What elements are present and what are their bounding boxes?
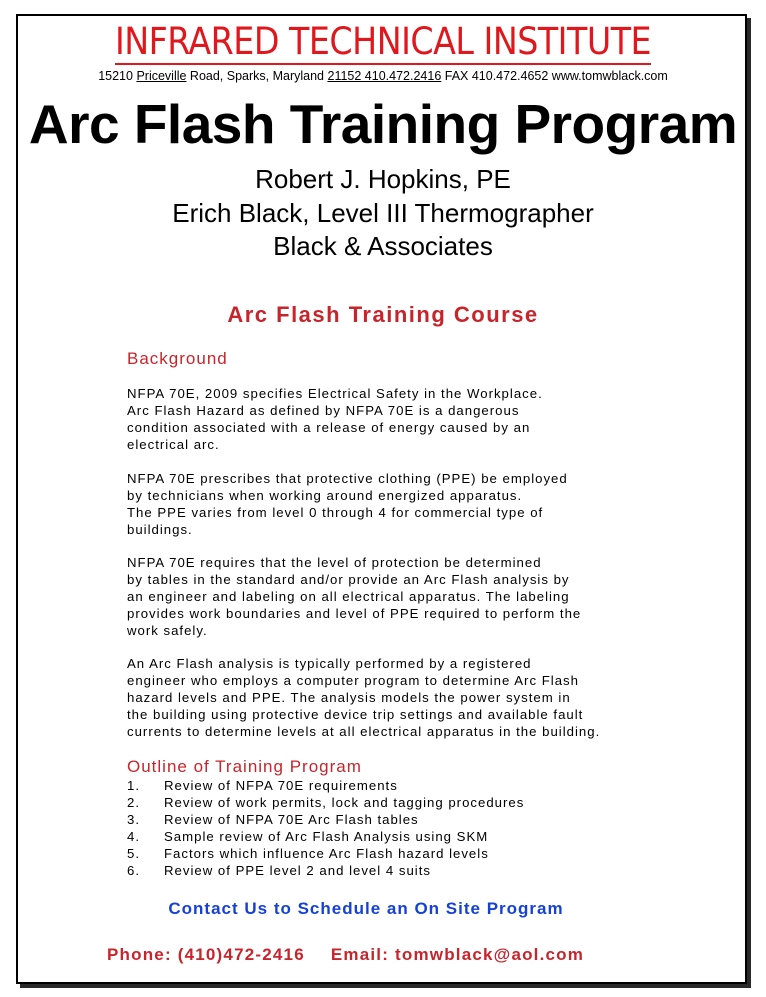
paragraph-line: condition associated with a release of energy caused by an: [127, 420, 531, 435]
course-title: Arc Flash Training Course: [227, 302, 539, 327]
institute-name: [0, 18, 766, 66]
address-street: Priceville: [136, 69, 187, 83]
list-item-number: 4.: [127, 829, 140, 844]
list-item: [127, 777, 524, 794]
phone-number: Phone: (410)472-2416: [107, 945, 305, 964]
list-item: [127, 845, 524, 862]
address-line: [0, 69, 766, 83]
email-address: Email: tomwblack@aol.com: [330, 945, 585, 964]
paragraph-line: an engineer and labeling on all electrical apparatus. The labeling: [127, 589, 570, 604]
paragraph-line: Arc Flash Hazard as defined by NFPA 70E is a dangerous: [127, 403, 520, 418]
paragraph-line: NFPA 70E, 2009 specifies Electrical Safety in the Workplace.: [127, 386, 543, 401]
list-item-text: Review of PPE level 2 and level 4 suits: [164, 863, 431, 878]
list-item-text: Sample review of Arc Flash Analysis using SKM: [164, 829, 489, 844]
paragraph-line: An Arc Flash analysis is typically performed by a registered: [127, 656, 532, 671]
address-number: 15210: [98, 69, 137, 83]
list-item-text: Review of work permits, lock and tagging procedures: [164, 795, 525, 810]
paragraph-line: work safely.: [127, 623, 208, 638]
list-item-number: 3.: [127, 812, 140, 827]
contact-call-to-action: Contact Us to Schedule an On Site Program: [168, 899, 564, 918]
background-paragraph-4: [127, 655, 667, 740]
page-title: Arc Flash Training Program: [28, 93, 738, 155]
list-item-number: 5.: [127, 846, 140, 861]
list-item: [127, 862, 524, 879]
paragraph-line: NFPA 70E prescribes that protective clothing (PPE) be employed: [127, 471, 568, 486]
author-3: Black & Associates: [273, 231, 493, 261]
contact-details: [107, 945, 584, 965]
list-item: [127, 794, 524, 811]
background-paragraph-3: [127, 554, 667, 639]
list-item-number: 2.: [127, 795, 140, 810]
background-heading: Background: [127, 349, 228, 368]
list-item-number: 6.: [127, 863, 140, 878]
institute-name-text: INFRARED TECHNICAL INSTITUTE: [114, 20, 652, 63]
list-item-number: 1.: [127, 778, 140, 793]
paragraph-line: the building using protective device trip settings and available fault: [127, 707, 584, 722]
paragraph-line: engineer who employs a computer program to determine Arc Flash: [127, 673, 579, 688]
list-item-text: Review of NFPA 70E requirements: [164, 778, 398, 793]
background-paragraph-1: [127, 385, 667, 453]
paragraph-line: NFPA 70E requires that the level of protection be determined: [127, 555, 542, 570]
paragraph-line: buildings.: [127, 522, 193, 537]
paragraph-line: electrical arc.: [127, 437, 220, 452]
author-1: Robert J. Hopkins, PE: [255, 164, 511, 194]
paragraph-line: by tables in the standard and/or provide an Arc Flash analysis by: [127, 572, 570, 587]
outline-list: [127, 777, 524, 879]
paragraph-line: The PPE varies from level 0 through 4 for commercial type of: [127, 505, 544, 520]
list-item-text: Review of NFPA 70E Arc Flash tables: [164, 812, 419, 827]
outline-heading: Outline of Training Program: [127, 757, 362, 776]
address-city: Road, Sparks, Maryland: [186, 69, 328, 83]
paragraph-line: currents to determine levels at all electrical apparatus in the building.: [127, 724, 601, 739]
background-paragraph-2: [127, 470, 667, 538]
list-item-text: Factors which influence Arc Flash hazard levels: [164, 846, 489, 861]
paragraph-line: provides work boundaries and level of PPE required to perform the: [127, 606, 582, 621]
author-2: Erich Black, Level III Thermographer: [172, 198, 594, 228]
list-item: [127, 811, 524, 828]
list-item: [127, 828, 524, 845]
address-zip-phone: 21152 410.472.2416: [327, 69, 442, 83]
address-fax-web: FAX 410.472.4652 www.tomwblack.com: [441, 69, 668, 83]
paragraph-line: by technicians when working around energized apparatus.: [127, 488, 523, 503]
paragraph-line: hazard levels and PPE. The analysis models the power system in: [127, 690, 571, 705]
